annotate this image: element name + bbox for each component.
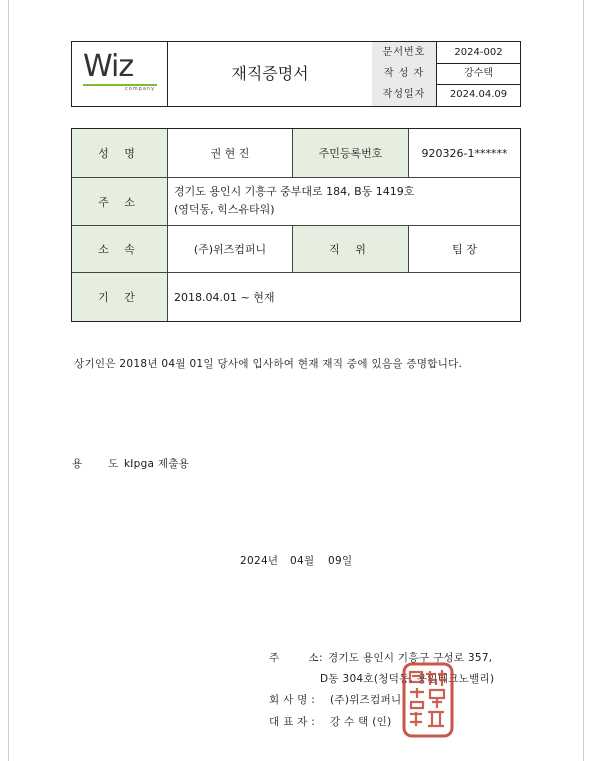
meta-value: 강수택: [464, 68, 493, 79]
company-logo: [72, 42, 168, 106]
scan-edge-right: [583, 0, 584, 761]
grid-line: [408, 129, 409, 177]
period-value: 2018.04.01 ~ 현재: [174, 291, 275, 304]
issue-year: 2024년: [240, 555, 279, 567]
address-label: 주 소: [72, 178, 167, 225]
rrn-value: 920326-1******: [421, 146, 508, 160]
purpose-label: 용 도 :: [72, 458, 138, 470]
position-value: 팀 장: [452, 243, 477, 256]
address-value: [168, 178, 520, 225]
company-address-line-1: 경기도 용인시 기흥구 구성로 357,: [328, 652, 493, 664]
name-label: 성 명: [72, 129, 167, 177]
affiliation-value: (주)위즈컴퍼니: [193, 243, 267, 256]
position-label: 직 위: [293, 226, 408, 272]
meta-row-date: [372, 84, 520, 106]
grid-line: [292, 225, 293, 272]
company-seal-icon: [402, 662, 454, 738]
document-header: [71, 41, 521, 107]
representative-value: 강 수 택 (인): [330, 716, 392, 728]
issue-day: 09일: [328, 555, 353, 567]
document-title: 재직증명서: [168, 42, 373, 106]
logo-subtext: company: [125, 86, 156, 92]
issue-month: 04월: [290, 555, 315, 567]
meta-row-doc-number: [372, 42, 520, 64]
company-name-value: (주)위즈컴퍼니: [330, 694, 402, 706]
meta-label: 작성일자: [372, 84, 437, 106]
meta-label: 작 성 자: [372, 63, 437, 84]
scan-edge-left: [8, 0, 9, 761]
grid-line: [72, 272, 520, 273]
grid-line: [292, 129, 293, 177]
meta-row-author: [372, 63, 520, 85]
meta-label: 문서번호: [372, 42, 437, 63]
company-name-label: 회 사 명 :: [269, 694, 316, 706]
grid-line: [408, 225, 409, 272]
representative-label: 대 표 자 :: [269, 716, 316, 728]
grid-line: [167, 129, 168, 321]
period-label: 기 간: [72, 273, 167, 321]
company-address-line-2: D동 304호(청덕동, 용인테크노밸리): [320, 673, 495, 685]
name-value: 권 현 진: [210, 147, 250, 160]
meta-value: 2024.04.09: [449, 89, 508, 100]
meta-value: 2024-002: [454, 47, 503, 58]
purpose-value: klpga 제출용: [124, 458, 190, 470]
certification-statement: 상기인은 2018년 04월 01일 당사에 입사하여 현재 재직 중에 있음을 증명합니다.: [74, 358, 463, 370]
employee-info-table: [71, 128, 521, 322]
grid-line: [72, 177, 520, 178]
rrn-label: 주민등록번호: [293, 129, 408, 177]
grid-line: [72, 225, 520, 226]
affiliation-label: 소 속: [72, 226, 167, 272]
address-line-2: (영덕동, 힉스유타워): [174, 203, 275, 216]
address-line-1: 경기도 용인시 기흥구 중부대로 184, B동 1419호: [174, 185, 415, 198]
logo-wordmark: Wiz: [83, 49, 134, 84]
company-address-label: 주 소:: [269, 652, 323, 664]
